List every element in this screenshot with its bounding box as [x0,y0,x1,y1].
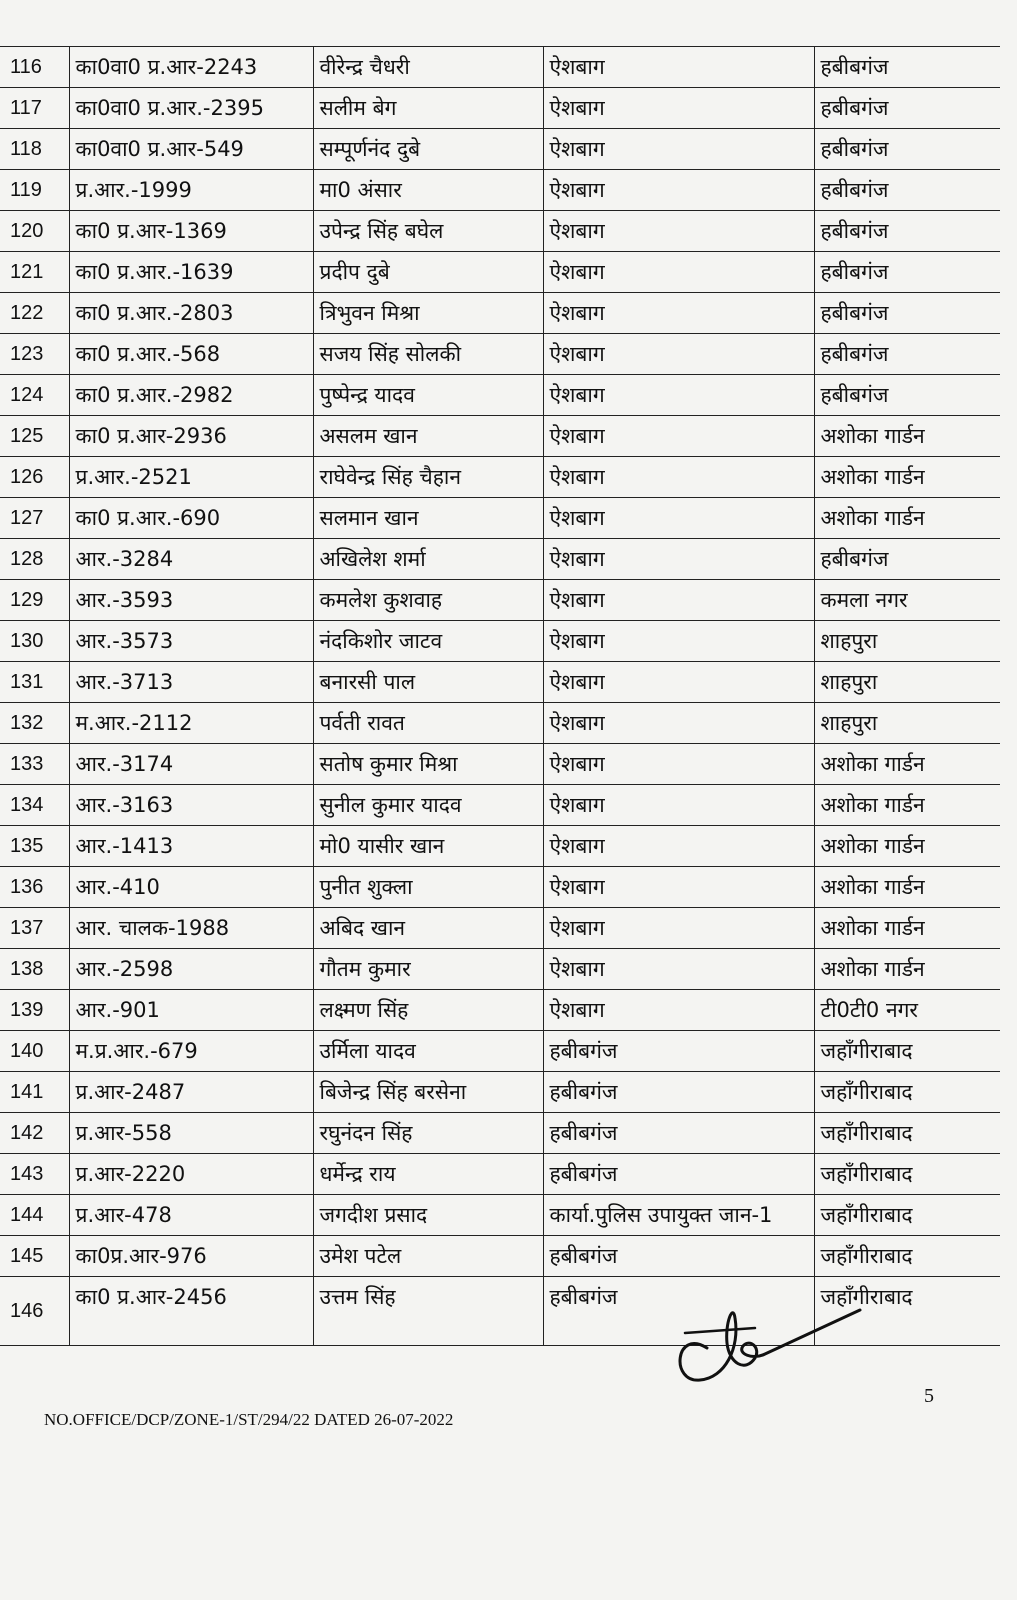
name-cell: रघुनंदन सिंह [313,1113,543,1154]
name-cell: जगदीश प्रसाद [313,1195,543,1236]
table-row [0,744,1000,785]
from-station-cell: ऐशबाग [543,498,814,539]
designation-cell: का0 प्र.आर.-690 [69,498,313,539]
serial-number-cell: 146 [0,1277,69,1346]
serial-number-cell: 132 [0,703,69,744]
designation-cell: का0वा0 प्र.आर.-2395 [69,88,313,129]
to-station-cell: शाहपुरा [814,621,1000,662]
from-station-cell: ऐशबाग [543,867,814,908]
table-row [0,580,1000,621]
from-station-cell: ऐशबाग [543,949,814,990]
serial-number-cell: 141 [0,1072,69,1113]
to-station-cell: अशोका गार्डन [814,867,1000,908]
from-station-cell: ऐशबाग [543,662,814,703]
serial-number-cell: 144 [0,1195,69,1236]
designation-cell: का0 प्र.आर-2936 [69,416,313,457]
serial-number-cell: 137 [0,908,69,949]
name-cell: सलीम बेग [313,88,543,129]
designation-cell: म.प्र.आर.-679 [69,1031,313,1072]
from-station-cell: ऐशबाग [543,539,814,580]
designation-cell: प्र.आर-558 [69,1113,313,1154]
table-row [0,211,1000,252]
serial-number-cell: 126 [0,457,69,498]
from-station-cell: ऐशबाग [543,375,814,416]
designation-cell: आर.-3163 [69,785,313,826]
table-row [0,375,1000,416]
to-station-cell: हबीबगंज [814,88,1000,129]
designation-cell: प्र.आर.-2521 [69,457,313,498]
from-station-cell: ऐशबाग [543,47,814,88]
to-station-cell: टी0टी0 नगर [814,990,1000,1031]
designation-cell: आर.-1413 [69,826,313,867]
signature-icon [665,1288,865,1388]
to-station-cell: अशोका गार्डन [814,826,1000,867]
from-station-cell: ऐशबाग [543,211,814,252]
table-row [0,826,1000,867]
designation-cell: का0वा0 प्र.आर-549 [69,129,313,170]
serial-number-cell: 117 [0,88,69,129]
table-row [0,1072,1000,1113]
from-station-cell: हबीबगंज [543,1072,814,1113]
table-row [0,170,1000,211]
designation-cell: प्र.आर-2487 [69,1072,313,1113]
serial-number-cell: 136 [0,867,69,908]
name-cell: सम्पूर्णनंद दुबे [313,129,543,170]
from-station-cell: हबीबगंज [543,1113,814,1154]
name-cell: सलमान खान [313,498,543,539]
designation-cell: का0 प्र.आर.-568 [69,334,313,375]
to-station-cell: हबीबगंज [814,539,1000,580]
designation-cell: आर. चालक-1988 [69,908,313,949]
table-row [0,47,1000,88]
to-station-cell: जहाँगीराबाद [814,1236,1000,1277]
designation-cell: का0 प्र.आर.-2803 [69,293,313,334]
table-row [0,539,1000,580]
to-station-cell: शाहपुरा [814,662,1000,703]
serial-number-cell: 131 [0,662,69,703]
from-station-cell: ऐशबाग [543,88,814,129]
from-station-cell: हबीबगंज [543,1236,814,1277]
to-station-cell: अशोका गार्डन [814,498,1000,539]
name-cell: वीरेन्द्र चैधरी [313,47,543,88]
table-row [0,1113,1000,1154]
from-station-cell: ऐशबाग [543,908,814,949]
table-row [0,498,1000,539]
designation-cell: आर.-3593 [69,580,313,621]
to-station-cell: हबीबगंज [814,170,1000,211]
serial-number-cell: 130 [0,621,69,662]
table-row [0,1031,1000,1072]
to-station-cell: हबीबगंज [814,375,1000,416]
serial-number-cell: 124 [0,375,69,416]
table-row [0,621,1000,662]
from-station-cell: हबीबगंज [543,1031,814,1072]
to-station-cell: हबीबगंज [814,252,1000,293]
footer-reference: NO.OFFICE/DCP/ZONE-1/ST/294/22 DATED 26-07-2022 [44,1410,454,1429]
name-cell: पुनीत शुक्ला [313,867,543,908]
from-station-cell: ऐशबाग [543,293,814,334]
table-row [0,293,1000,334]
serial-number-cell: 129 [0,580,69,621]
from-station-cell: ऐशबाग [543,621,814,662]
to-station-cell: हबीबगंज [814,293,1000,334]
transfer-roster-table [0,46,1000,1346]
from-station-cell: ऐशबाग [543,416,814,457]
serial-number-cell: 135 [0,826,69,867]
serial-number-cell: 143 [0,1154,69,1195]
name-cell: सतोष कुमार मिश्रा [313,744,543,785]
table-row [0,662,1000,703]
table-row [0,867,1000,908]
table-row [0,1195,1000,1236]
name-cell: बिजेन्द्र सिंह बरसेना [313,1072,543,1113]
serial-number-cell: 125 [0,416,69,457]
table-row [0,703,1000,744]
to-station-cell: जहाँगीराबाद [814,1277,1000,1346]
name-cell: पर्वती रावत [313,703,543,744]
name-cell: पुष्पेन्द्र यादव [313,375,543,416]
name-cell: उपेन्द्र सिंह बघेल [313,211,543,252]
name-cell: गौतम कुमार [313,949,543,990]
designation-cell: का0 प्र.आर-2456 [69,1277,313,1346]
serial-number-cell: 120 [0,211,69,252]
from-station-cell: कार्या.पुलिस उपायुक्त जान-1 [543,1195,814,1236]
name-cell: धर्मेन्द्र राय [313,1154,543,1195]
from-station-cell: ऐशबाग [543,703,814,744]
to-station-cell: जहाँगीराबाद [814,1154,1000,1195]
from-station-cell: ऐशबाग [543,744,814,785]
to-station-cell: जहाँगीराबाद [814,1113,1000,1154]
name-cell: नंदकिशोर जाटव [313,621,543,662]
name-cell: बनारसी पाल [313,662,543,703]
name-cell: कमलेश कुशवाह [313,580,543,621]
to-station-cell: अशोका गार्डन [814,457,1000,498]
from-station-cell: ऐशबाग [543,170,814,211]
name-cell: सुनील कुमार यादव [313,785,543,826]
from-station-cell: ऐशबाग [543,580,814,621]
to-station-cell: अशोका गार्डन [814,949,1000,990]
designation-cell: म.आर.-2112 [69,703,313,744]
serial-number-cell: 119 [0,170,69,211]
name-cell: अबिद खान [313,908,543,949]
serial-number-cell: 123 [0,334,69,375]
serial-number-cell: 121 [0,252,69,293]
designation-cell: का0 प्र.आर-1369 [69,211,313,252]
name-cell: सजय सिंह सोलकी [313,334,543,375]
from-station-cell: ऐशबाग [543,457,814,498]
to-station-cell: अशोका गार्डन [814,744,1000,785]
designation-cell: प्र.आर-2220 [69,1154,313,1195]
name-cell: असलम खान [313,416,543,457]
serial-number-cell: 134 [0,785,69,826]
name-cell: उर्मिला यादव [313,1031,543,1072]
to-station-cell: अशोका गार्डन [814,785,1000,826]
table-row [0,908,1000,949]
serial-number-cell: 128 [0,539,69,580]
to-station-cell: अशोका गार्डन [814,416,1000,457]
name-cell: अखिलेश शर्मा [313,539,543,580]
name-cell: मा0 अंसार [313,170,543,211]
to-station-cell: जहाँगीराबाद [814,1072,1000,1113]
serial-number-cell: 139 [0,990,69,1031]
table-row [0,88,1000,129]
from-station-cell: ऐशबाग [543,785,814,826]
serial-number-cell: 122 [0,293,69,334]
serial-number-cell: 140 [0,1031,69,1072]
name-cell: प्रदीप दुबे [313,252,543,293]
to-station-cell: जहाँगीराबाद [814,1195,1000,1236]
serial-number-cell: 118 [0,129,69,170]
designation-cell: आर.-3713 [69,662,313,703]
designation-cell: आर.-3174 [69,744,313,785]
designation-cell: प्र.आर-478 [69,1195,313,1236]
serial-number-cell: 133 [0,744,69,785]
table-row [0,949,1000,990]
table-row [0,1154,1000,1195]
roster-body [0,47,1000,1346]
designation-cell: आर.-901 [69,990,313,1031]
designation-cell: प्र.आर.-1999 [69,170,313,211]
table-row [0,252,1000,293]
to-station-cell: हबीबगंज [814,334,1000,375]
to-station-cell: हबीबगंज [814,129,1000,170]
from-station-cell: ऐशबाग [543,252,814,293]
to-station-cell: हबीबगंज [814,47,1000,88]
to-station-cell: कमला नगर [814,580,1000,621]
from-station-cell: ऐशबाग [543,990,814,1031]
designation-cell: का0प्र.आर-976 [69,1236,313,1277]
to-station-cell: शाहपुरा [814,703,1000,744]
name-cell: मो0 यासीर खान [313,826,543,867]
from-station-cell: ऐशबाग [543,826,814,867]
from-station-cell: ऐशबाग [543,334,814,375]
designation-cell: आर.-3284 [69,539,313,580]
serial-number-cell: 145 [0,1236,69,1277]
designation-cell: आर.-3573 [69,621,313,662]
name-cell: लक्ष्मण सिंह [313,990,543,1031]
designation-cell: का0 प्र.आर.-1639 [69,252,313,293]
designation-cell: आर.-2598 [69,949,313,990]
from-station-cell: हबीबगंज [543,1277,814,1346]
table-row [0,990,1000,1031]
table-row [0,129,1000,170]
designation-cell: का0 प्र.आर.-2982 [69,375,313,416]
from-station-cell: ऐशबाग [543,129,814,170]
from-station-cell: हबीबगंज [543,1154,814,1195]
to-station-cell: हबीबगंज [814,211,1000,252]
to-station-cell: अशोका गार्डन [814,908,1000,949]
name-cell: त्रिभुवन मिश्रा [313,293,543,334]
table-row [0,785,1000,826]
table-row [0,457,1000,498]
designation-cell: आर.-410 [69,867,313,908]
table-row [0,1236,1000,1277]
serial-number-cell: 142 [0,1113,69,1154]
page-number: 5 [924,1385,934,1407]
table-row [0,416,1000,457]
designation-cell: का0वा0 प्र.आर-2243 [69,47,313,88]
serial-number-cell: 138 [0,949,69,990]
name-cell: राघेवेन्द्र सिंह चैहान [313,457,543,498]
serial-number-cell: 116 [0,47,69,88]
name-cell: उमेश पटेल [313,1236,543,1277]
serial-number-cell: 127 [0,498,69,539]
name-cell: उत्तम सिंह [313,1277,543,1346]
table-row [0,334,1000,375]
to-station-cell: जहाँगीराबाद [814,1031,1000,1072]
